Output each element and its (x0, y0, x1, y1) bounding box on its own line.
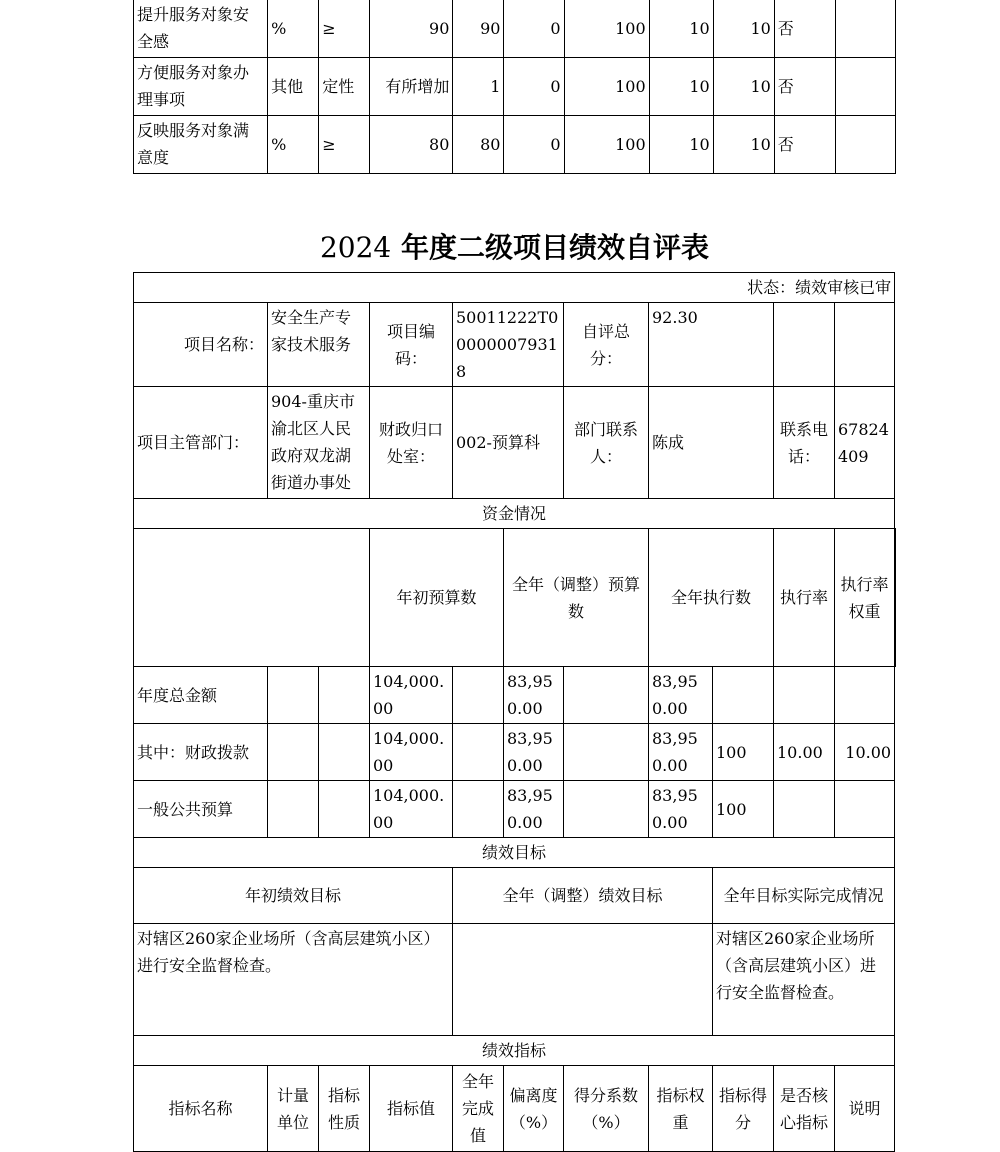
deviation: 0 (504, 116, 564, 174)
phone-value: 67824409 (835, 387, 895, 499)
fund-row-label: 年度总金额 (134, 667, 268, 724)
initial-budget-value: 104,000.00 (370, 724, 453, 781)
table-row (134, 724, 896, 781)
phone-label: 联系电话： (774, 387, 835, 499)
table-row (134, 667, 896, 724)
rate-score-header (895, 529, 896, 667)
adjusted-budget-value: 83,950.00 (504, 667, 564, 724)
empty-cell (319, 781, 370, 838)
fund-row-label: 其中：财政拨款 (134, 724, 268, 781)
indicator-name: 方便服务对象办理事项 (134, 58, 268, 116)
unit: % (268, 116, 319, 174)
adjusted-goal-header: 全年（调整）绩效目标 (453, 868, 713, 924)
empty-cell (564, 724, 649, 781)
empty-cell (268, 781, 319, 838)
rate-score-value (835, 781, 895, 838)
contact-value: 陈成 (649, 387, 774, 499)
title-year: 2024 (319, 231, 392, 264)
empty-cell (774, 303, 835, 387)
fund-row-label: 一般公共预算 (134, 781, 268, 838)
unit: % (268, 0, 319, 58)
self-score-label: 自评总分： (564, 303, 649, 387)
indicator-header-cell: 是否核心指标 (774, 1066, 835, 1152)
indicator-header-cell: 全年完成值 (453, 1066, 504, 1152)
score-coef: 100 (564, 0, 649, 58)
rate-score-value: 10.00 (835, 724, 895, 781)
score-coef: 100 (564, 58, 649, 116)
project-code-label: 项目编码： (370, 303, 453, 387)
rate-value (713, 667, 774, 724)
dept-label: 项目主管部门： (134, 387, 268, 499)
initial-goal-header: 年初绩效目标 (134, 868, 453, 924)
goals-section-header: 绩效目标 (134, 838, 895, 868)
actual-value: 80 (453, 116, 504, 174)
rate-score-value (835, 667, 895, 724)
initial-budget-header: 年初预算数 (370, 529, 504, 667)
indicator-continuation-table (133, 0, 896, 174)
adjusted-goal-text (453, 924, 713, 1036)
status-text: 状态：绩效审核已审 (134, 273, 895, 303)
indicator-header-cell: 指标性质 (319, 1066, 370, 1152)
empty-cell (564, 667, 649, 724)
evaluation-table (133, 272, 896, 1152)
rate-weight-value: 10.00 (774, 724, 835, 781)
rate-value: 100 (713, 724, 774, 781)
empty-cell (268, 667, 319, 724)
empty-cell (453, 667, 504, 724)
target-value: 90 (370, 0, 453, 58)
initial-budget-value: 104,000.00 (370, 781, 453, 838)
core-flag: 否 (774, 58, 835, 116)
executed-value: 83,950.00 (649, 724, 713, 781)
title-text: 年度二级项目绩效自评表 (401, 231, 710, 264)
score: 10 (713, 116, 774, 174)
empty-cell (134, 529, 370, 667)
core-flag: 否 (774, 0, 835, 58)
rate-weight-value (774, 781, 835, 838)
project-code-value: 50011222T000000079318 (453, 303, 564, 387)
indicator-header-cell: 偏离度（%） (504, 1066, 564, 1152)
indicator-header-cell: 指标得分 (713, 1066, 774, 1152)
executed-value: 83,950.00 (649, 667, 713, 724)
table-row (134, 0, 896, 58)
target-value: 80 (370, 116, 453, 174)
score: 10 (713, 0, 774, 58)
indicator-name: 反映服务对象满意度 (134, 116, 268, 174)
empty-cell (268, 724, 319, 781)
indicator-header-row (134, 1066, 896, 1152)
finance-label: 财政归口处室： (370, 387, 453, 499)
indicator-header-cell: 指标名称 (134, 1066, 268, 1152)
adjusted-budget-value: 83,950.00 (504, 781, 564, 838)
weight: 10 (649, 58, 713, 116)
executed-header: 全年执行数 (649, 529, 774, 667)
actual-value: 1 (453, 58, 504, 116)
core-flag: 否 (774, 116, 835, 174)
self-score-value: 92.30 (649, 303, 774, 387)
indicator-header-cell: 指标值 (370, 1066, 453, 1152)
table-row (134, 58, 896, 116)
executed-value: 83,950.00 (649, 781, 713, 838)
note (835, 58, 895, 116)
finance-value: 002-预算科 (453, 387, 564, 499)
funds-section-header: 资金情况 (134, 499, 895, 529)
deviation: 0 (504, 0, 564, 58)
nature: ≥ (319, 0, 370, 58)
actual-goal-header: 全年目标实际完成情况 (713, 868, 895, 924)
contact-label: 部门联系人： (564, 387, 649, 499)
note (835, 0, 895, 58)
unit: 其他 (268, 58, 319, 116)
table-row (134, 116, 896, 174)
indicator-header-cell: 计量单位 (268, 1066, 319, 1152)
indicator-name: 提升服务对象安全感 (134, 0, 268, 58)
score-coef: 100 (564, 116, 649, 174)
rate-header: 执行率 (774, 529, 835, 667)
project-name-label: 项目名称： (134, 303, 268, 387)
adjusted-budget-header: 全年（调整）预算数 (504, 529, 649, 667)
nature: ≥ (319, 116, 370, 174)
nature: 定性 (319, 58, 370, 116)
indicator-header-cell: 得分系数（%） (564, 1066, 649, 1152)
rate-weight-header: 执行率权重 (835, 529, 895, 667)
weight: 10 (649, 116, 713, 174)
actual-goal-text: 对辖区260家企业场所（含高层建筑小区）进行安全监督检查。 (713, 924, 895, 1036)
project-name-value: 安全生产专家技术服务 (268, 303, 370, 387)
note (835, 116, 895, 174)
score: 10 (713, 58, 774, 116)
indicator-header-cell: 说明 (835, 1066, 895, 1152)
adjusted-budget-value: 83,950.00 (504, 724, 564, 781)
indicator-header-cell: 指标权重 (649, 1066, 713, 1152)
empty-cell (564, 781, 649, 838)
initial-budget-value: 104,000.00 (370, 667, 453, 724)
weight: 10 (649, 0, 713, 58)
table-row (134, 781, 896, 838)
empty-cell (319, 724, 370, 781)
empty-cell (319, 667, 370, 724)
rate-weight-value (774, 667, 835, 724)
initial-goal-text: 对辖区260家企业场所（含高层建筑小区）进行安全监督检查。 (134, 924, 453, 1036)
deviation: 0 (504, 58, 564, 116)
empty-cell (835, 303, 895, 387)
indicators-section-header: 绩效指标 (134, 1036, 895, 1066)
dept-value: 904-重庆市渝北区人民政府双龙湖街道办事处 (268, 387, 370, 499)
page-title (133, 226, 896, 266)
rate-value: 100 (713, 781, 774, 838)
empty-cell (453, 724, 504, 781)
target-value: 有所增加 (370, 58, 453, 116)
actual-value: 90 (453, 0, 504, 58)
empty-cell (453, 781, 504, 838)
